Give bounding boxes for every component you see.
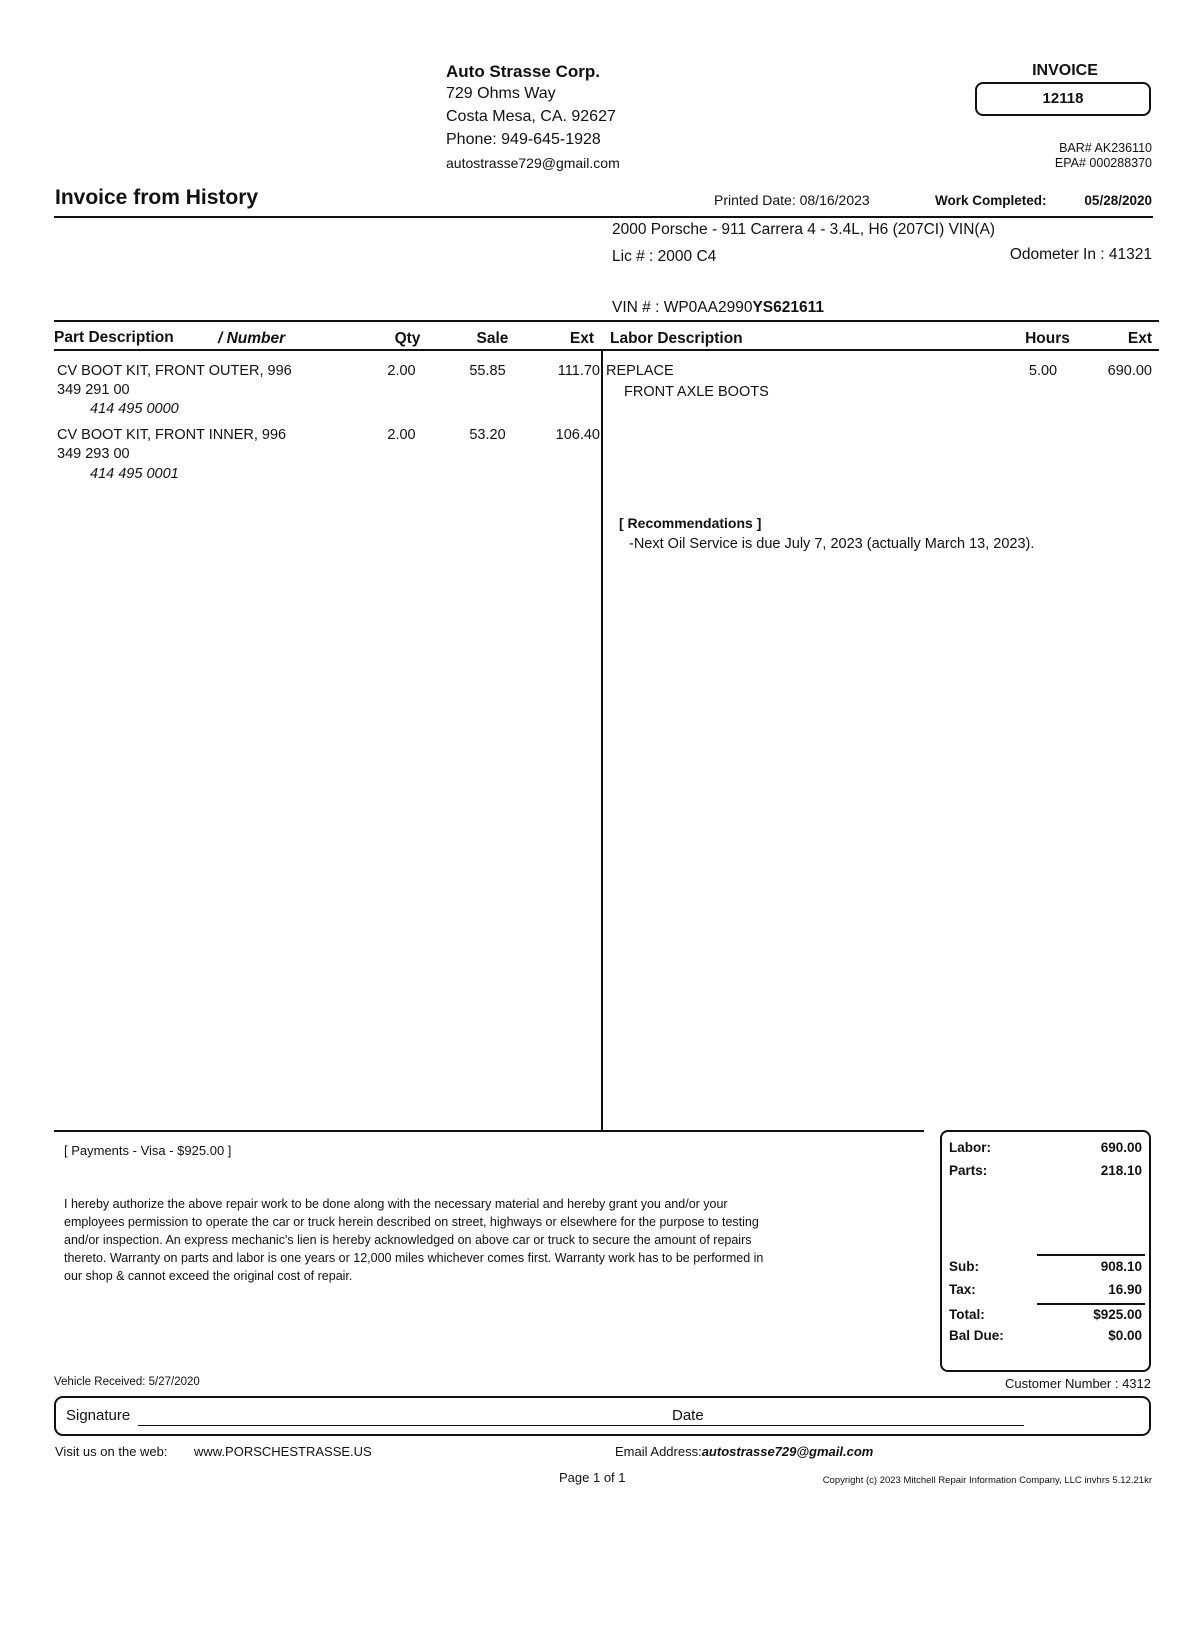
- invoice-label: INVOICE: [1032, 62, 1098, 79]
- total-rule: [1037, 1303, 1145, 1305]
- col-part-description: Part Description: [54, 329, 174, 346]
- vehicle-received: Vehicle Received: 5/27/2020: [54, 1376, 200, 1388]
- part-description: CV BOOT KIT, FRONT INNER, 996: [57, 427, 287, 443]
- payments: [ Payments - Visa - $925.00 ]: [64, 1143, 232, 1158]
- col-labor-ext: Ext: [1127, 330, 1152, 347]
- printed-date-label: Printed Date:: [714, 192, 796, 208]
- part-alt-number: 414 495 0001: [90, 466, 179, 482]
- page-number: Page 1 of 1: [559, 1470, 626, 1485]
- copyright: Copyright (c) 2023 Mitchell Repair Information Company, LLC invhrs 5.12.21kr: [822, 1475, 1152, 1486]
- labor-detail: FRONT AXLE BOOTS: [624, 384, 769, 400]
- sub-rule: [1037, 1254, 1145, 1256]
- subtotal-label: Sub:: [949, 1259, 979, 1274]
- labor-hours: 5.00: [1028, 363, 1058, 379]
- tax-label: Tax:: [949, 1282, 976, 1297]
- email-link[interactable]: autostrasse729@gmail.com: [701, 1444, 874, 1459]
- part-description: CV BOOT KIT, FRONT OUTER, 996: [57, 363, 292, 379]
- col-labor-description: Labor Description: [610, 330, 743, 347]
- odometer-value: 41321: [1108, 246, 1152, 263]
- page-title: Invoice from History: [55, 186, 259, 209]
- tax: 16.90: [1108, 1282, 1142, 1297]
- bal-due: $0.00: [1108, 1328, 1142, 1343]
- company-phone: Phone: 949-645-1928: [446, 131, 601, 148]
- col-number: / Number: [218, 330, 286, 347]
- recommendations-title: [ Recommendations ]: [619, 515, 762, 531]
- date-line[interactable]: [706, 1425, 1024, 1426]
- web-url[interactable]: www.PORSCHESTRASSE.US: [194, 1444, 372, 1459]
- column-divider: [601, 350, 603, 1131]
- header-top-rule: [54, 320, 1159, 322]
- authorization-text: [64, 1195, 854, 1285]
- company-street: 729 Ohms Way: [446, 85, 556, 102]
- authorization-line: thereto. Warranty on parts and labor is one years or 12,000 miles whichever comes first. Warranty work has to be performed in: [64, 1251, 764, 1265]
- vin-prefix: WP0AA2990: [663, 299, 753, 316]
- license-plate: [612, 248, 716, 266]
- header-bottom-rule: [54, 349, 1159, 351]
- invoice-number-box: [975, 82, 1151, 116]
- title-rule: [54, 216, 1153, 218]
- epa-number: EPA# 000288370: [1054, 156, 1152, 170]
- part-sale: 55.85: [469, 363, 506, 379]
- work-completed-label: Work Completed:: [935, 193, 1047, 208]
- part-qty: 2.00: [387, 363, 416, 379]
- lic-value: 2000 C4: [657, 248, 717, 265]
- vin-suffix: YS621611: [752, 299, 824, 316]
- email-address: [615, 1444, 873, 1459]
- col-hours: Hours: [1025, 330, 1070, 347]
- parts-total: 218.10: [1100, 1163, 1142, 1178]
- bal-due-label: Bal Due:: [949, 1328, 1004, 1343]
- company-city: Costa Mesa, CA. 92627: [446, 108, 616, 125]
- recommendations-text: -Next Oil Service is due July 7, 2023 (actually March 13, 2023).: [629, 536, 1035, 552]
- company-name: Auto Strasse Corp.: [446, 62, 600, 81]
- part-sale: 53.20: [469, 427, 506, 443]
- vin: [612, 299, 824, 317]
- part-number: 349 293 00: [57, 446, 130, 462]
- col-ext: Ext: [569, 330, 594, 347]
- odometer-label: Odometer In :: [1009, 246, 1105, 263]
- part-ext: 111.70: [557, 363, 600, 379]
- labor-total: 690.00: [1100, 1140, 1142, 1155]
- date-label: Date: [672, 1407, 704, 1424]
- col-sale: Sale: [476, 330, 509, 347]
- lic-label: Lic # :: [612, 248, 654, 265]
- part-number: 349 291 00: [57, 382, 130, 398]
- labor-total-label: Labor:: [949, 1140, 991, 1155]
- part-qty: 2.00: [387, 427, 416, 443]
- invoice-number: 12118: [1042, 90, 1084, 107]
- signature-box: [54, 1396, 1151, 1436]
- vin-label: VIN # :: [612, 299, 660, 316]
- labor-ext: 690.00: [1107, 363, 1152, 379]
- authorization-line: and/or inspection. An express mechanic's lien is hereby acknowledged on above car or truck to secure the amount of repairs: [64, 1233, 752, 1247]
- authorization-line: I hereby authorize the above repair work to be done along with the necessary material and hereby grant you and/or your: [64, 1197, 728, 1211]
- total: $925.00: [1093, 1307, 1142, 1322]
- vehicle-description: 2000 Porsche - 911 Carrera 4 - 3.4L, H6 (207CI) VIN(A): [612, 221, 996, 238]
- printed-date-value: 08/16/2023: [799, 192, 870, 208]
- signature-label: Signature: [66, 1407, 131, 1424]
- bottom-rule: [54, 1130, 924, 1132]
- total-label: Total:: [949, 1307, 985, 1322]
- authorization-line: employees permission to operate the car or truck herein described on street, highways or elsewhere for the purpose to testing: [64, 1215, 759, 1229]
- web-label: Visit us on the web:: [55, 1444, 168, 1459]
- labor-description: REPLACE: [606, 363, 674, 379]
- parts-total-label: Parts:: [949, 1163, 988, 1178]
- totals-box: [940, 1130, 1151, 1372]
- odometer: [930, 246, 1152, 264]
- company-email: autostrasse729@gmail.com: [446, 155, 620, 171]
- printed-date: [714, 192, 870, 208]
- signature-line[interactable]: [138, 1425, 724, 1426]
- part-ext: 106.40: [555, 427, 600, 443]
- col-qty: Qty: [394, 330, 421, 347]
- customer-number: Customer Number : 4312: [1005, 1376, 1151, 1391]
- bar-number: BAR# AK236110: [1059, 141, 1152, 155]
- email-label: Email Address:: [615, 1444, 702, 1459]
- work-completed-date: 05/28/2020: [1084, 193, 1152, 208]
- subtotal: 908.10: [1100, 1259, 1142, 1274]
- part-alt-number: 414 495 0000: [90, 401, 179, 417]
- authorization-line: our shop & cannot exceed the original cost of repair.: [64, 1269, 353, 1283]
